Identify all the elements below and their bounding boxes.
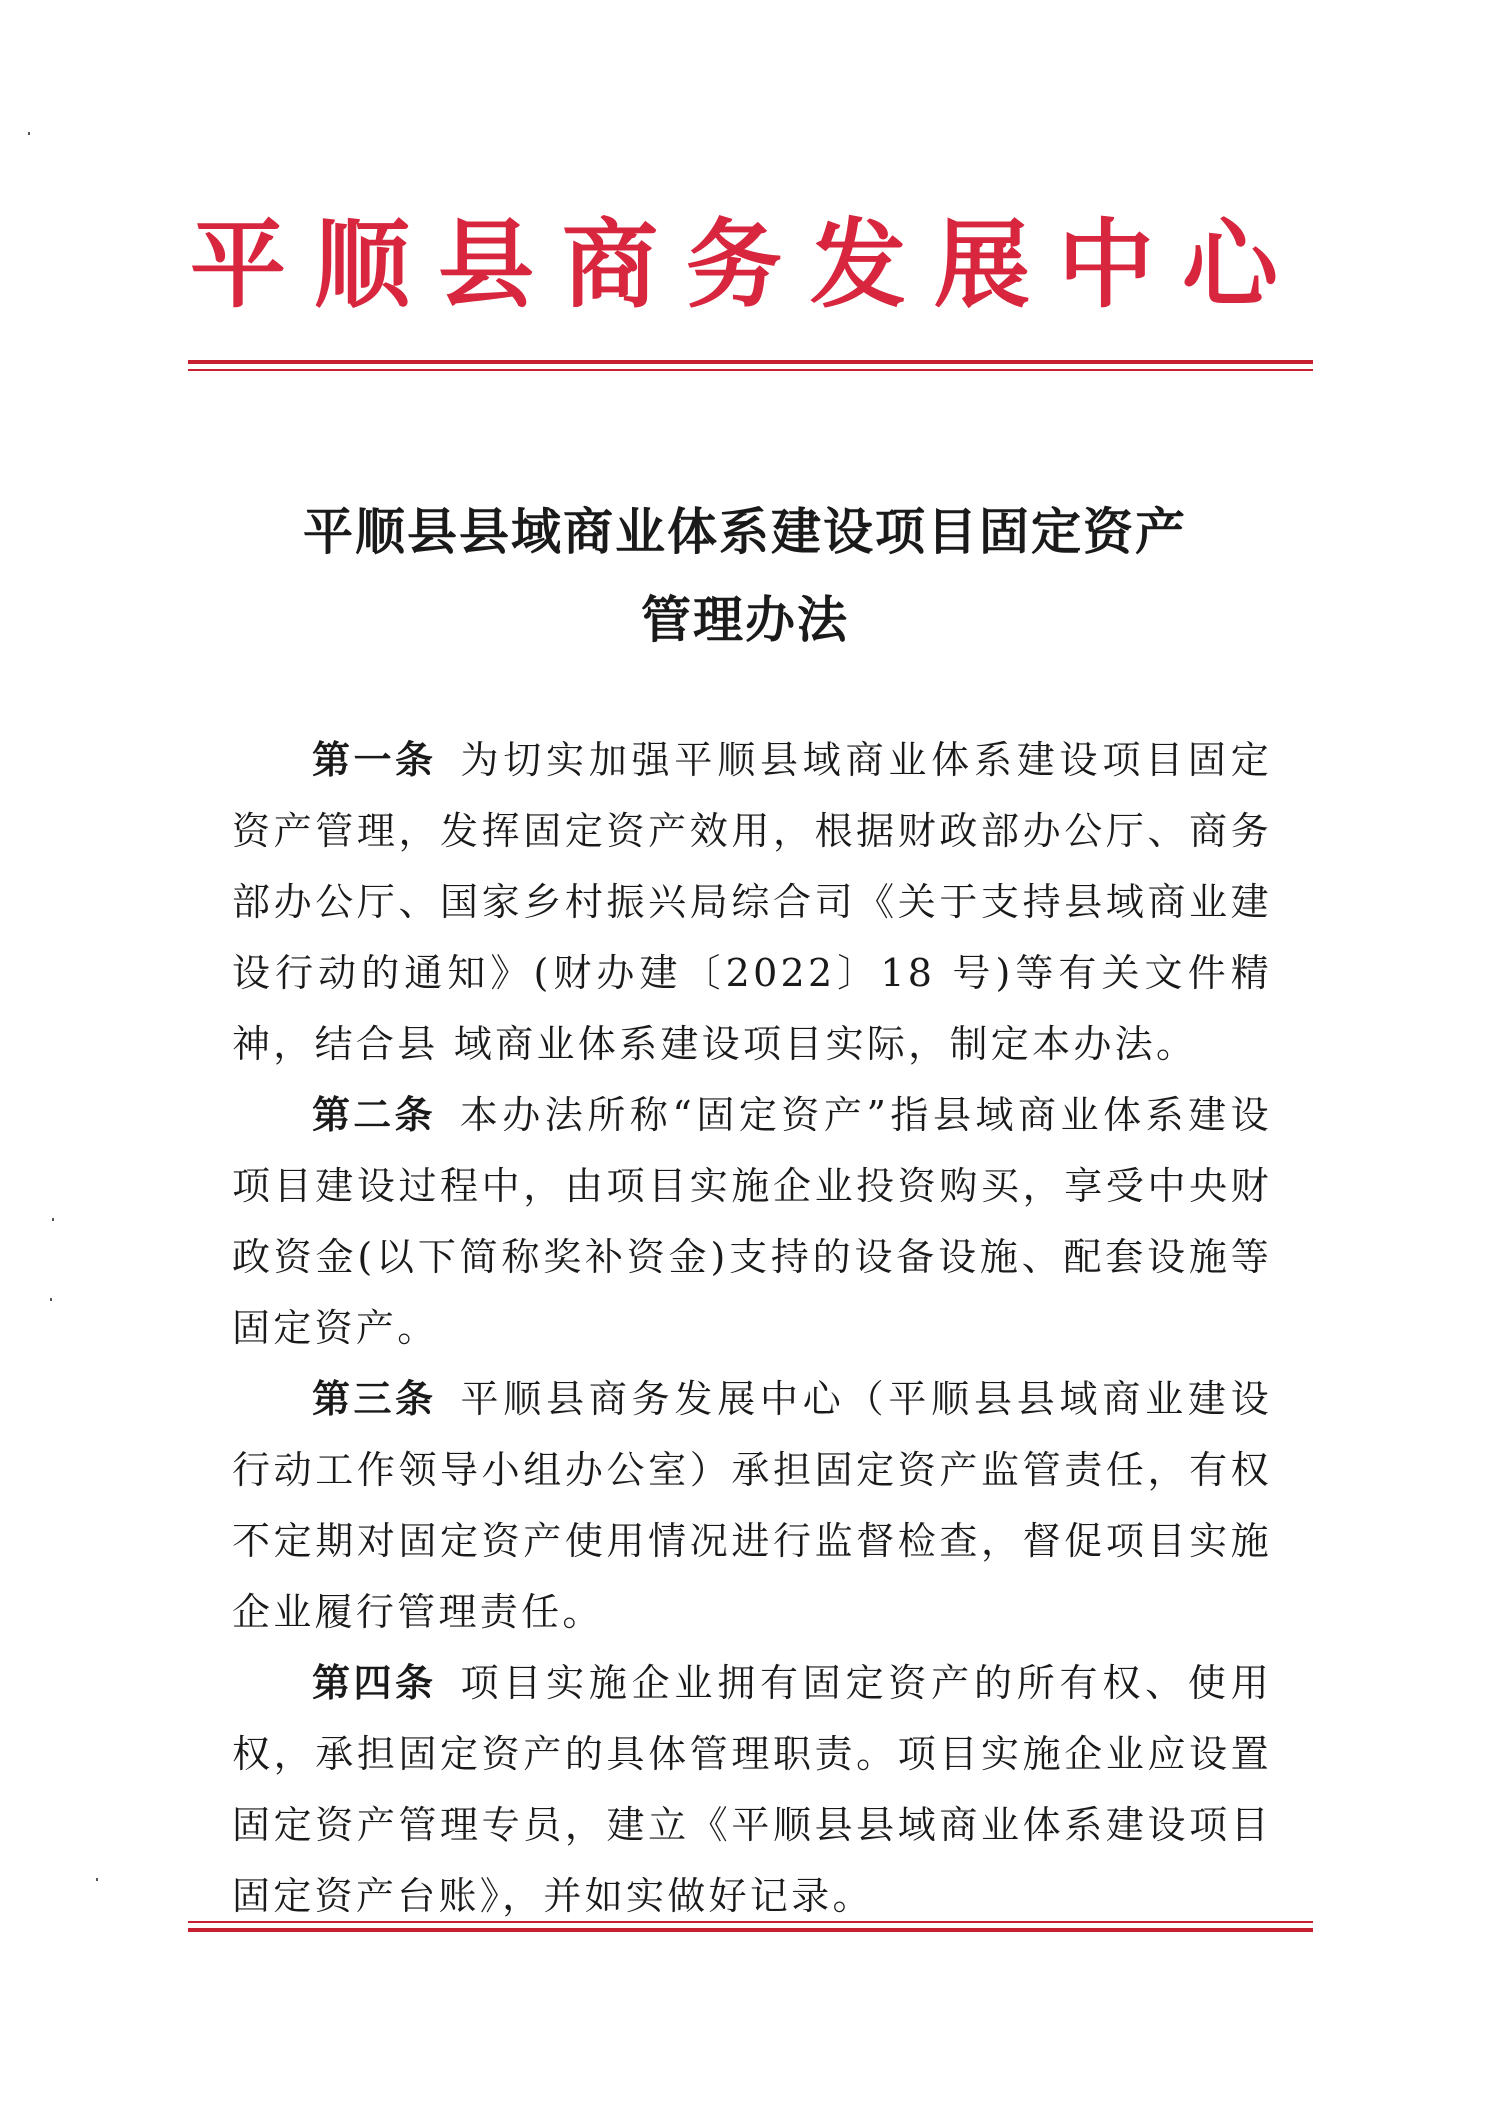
letterhead-org-name: 平顺县商务发展中心	[190, 208, 1306, 321]
article-3-text: 平顺县商务发展中心（平顺县县域商业建设行动工作领导小组办公室）承担固定资产监管责任，有权不定期对固定资产使用情况进行监督检查，督促项目实施企业履行管理责任。	[232, 1377, 1272, 1634]
document-title-line-1: 平顺县县域商业体系建设项目固定资产	[303, 503, 1187, 561]
article-2	[232, 1080, 1272, 1364]
article-4-label: 第四条	[312, 1661, 437, 1705]
article-1-text: 为切实加强平顺县域商业体系建设项目固定资产管理，发挥固定资产效用，根据财政部办公厅、商务部办公厅、国家乡村振兴局综合司《关于支持县域商业建设行动的通知》(财办建〔2022〕18 号)等有关文件精神，结合县 域商业体系建设项目实际，制定本办法。	[232, 738, 1272, 1066]
document-body	[232, 725, 1272, 1932]
rule-thick-line	[188, 360, 1313, 364]
footer-rule	[188, 1921, 1313, 1932]
scan-speck	[52, 1218, 54, 1221]
article-2-text: 本办法所称“固定资产”指县域商业体系建设项目建设过程中，由项目实施企业投资购买，享受中央财政资金(以下简称奖补资金)支持的设备设施、配套设施等固定资产。	[232, 1093, 1272, 1350]
article-3	[232, 1364, 1272, 1648]
scan-speck	[96, 1878, 98, 1881]
document-title-line-2: 管理办法	[641, 591, 849, 649]
article-1-label: 第一条	[312, 738, 437, 782]
scan-speck	[50, 1298, 52, 1301]
document-title	[200, 488, 1290, 664]
rule-thick-line	[188, 1928, 1313, 1932]
article-2-label: 第二条	[312, 1093, 436, 1137]
rule-thin-line	[188, 1921, 1313, 1923]
article-1	[232, 725, 1272, 1080]
article-3-label: 第三条	[312, 1377, 437, 1421]
letterhead-top-rule	[188, 360, 1313, 371]
rule-thin-line	[188, 369, 1313, 371]
article-4	[232, 1648, 1272, 1932]
article-4-text: 项目实施企业拥有固定资产的所有权、使用权，承担固定资产的具体管理职责。项目实施企业应设置固定资产管理专员，建立《平顺县县域商业体系建设项目固定资产台账》，并如实做好记录。	[232, 1661, 1272, 1918]
scan-speck	[28, 132, 30, 135]
